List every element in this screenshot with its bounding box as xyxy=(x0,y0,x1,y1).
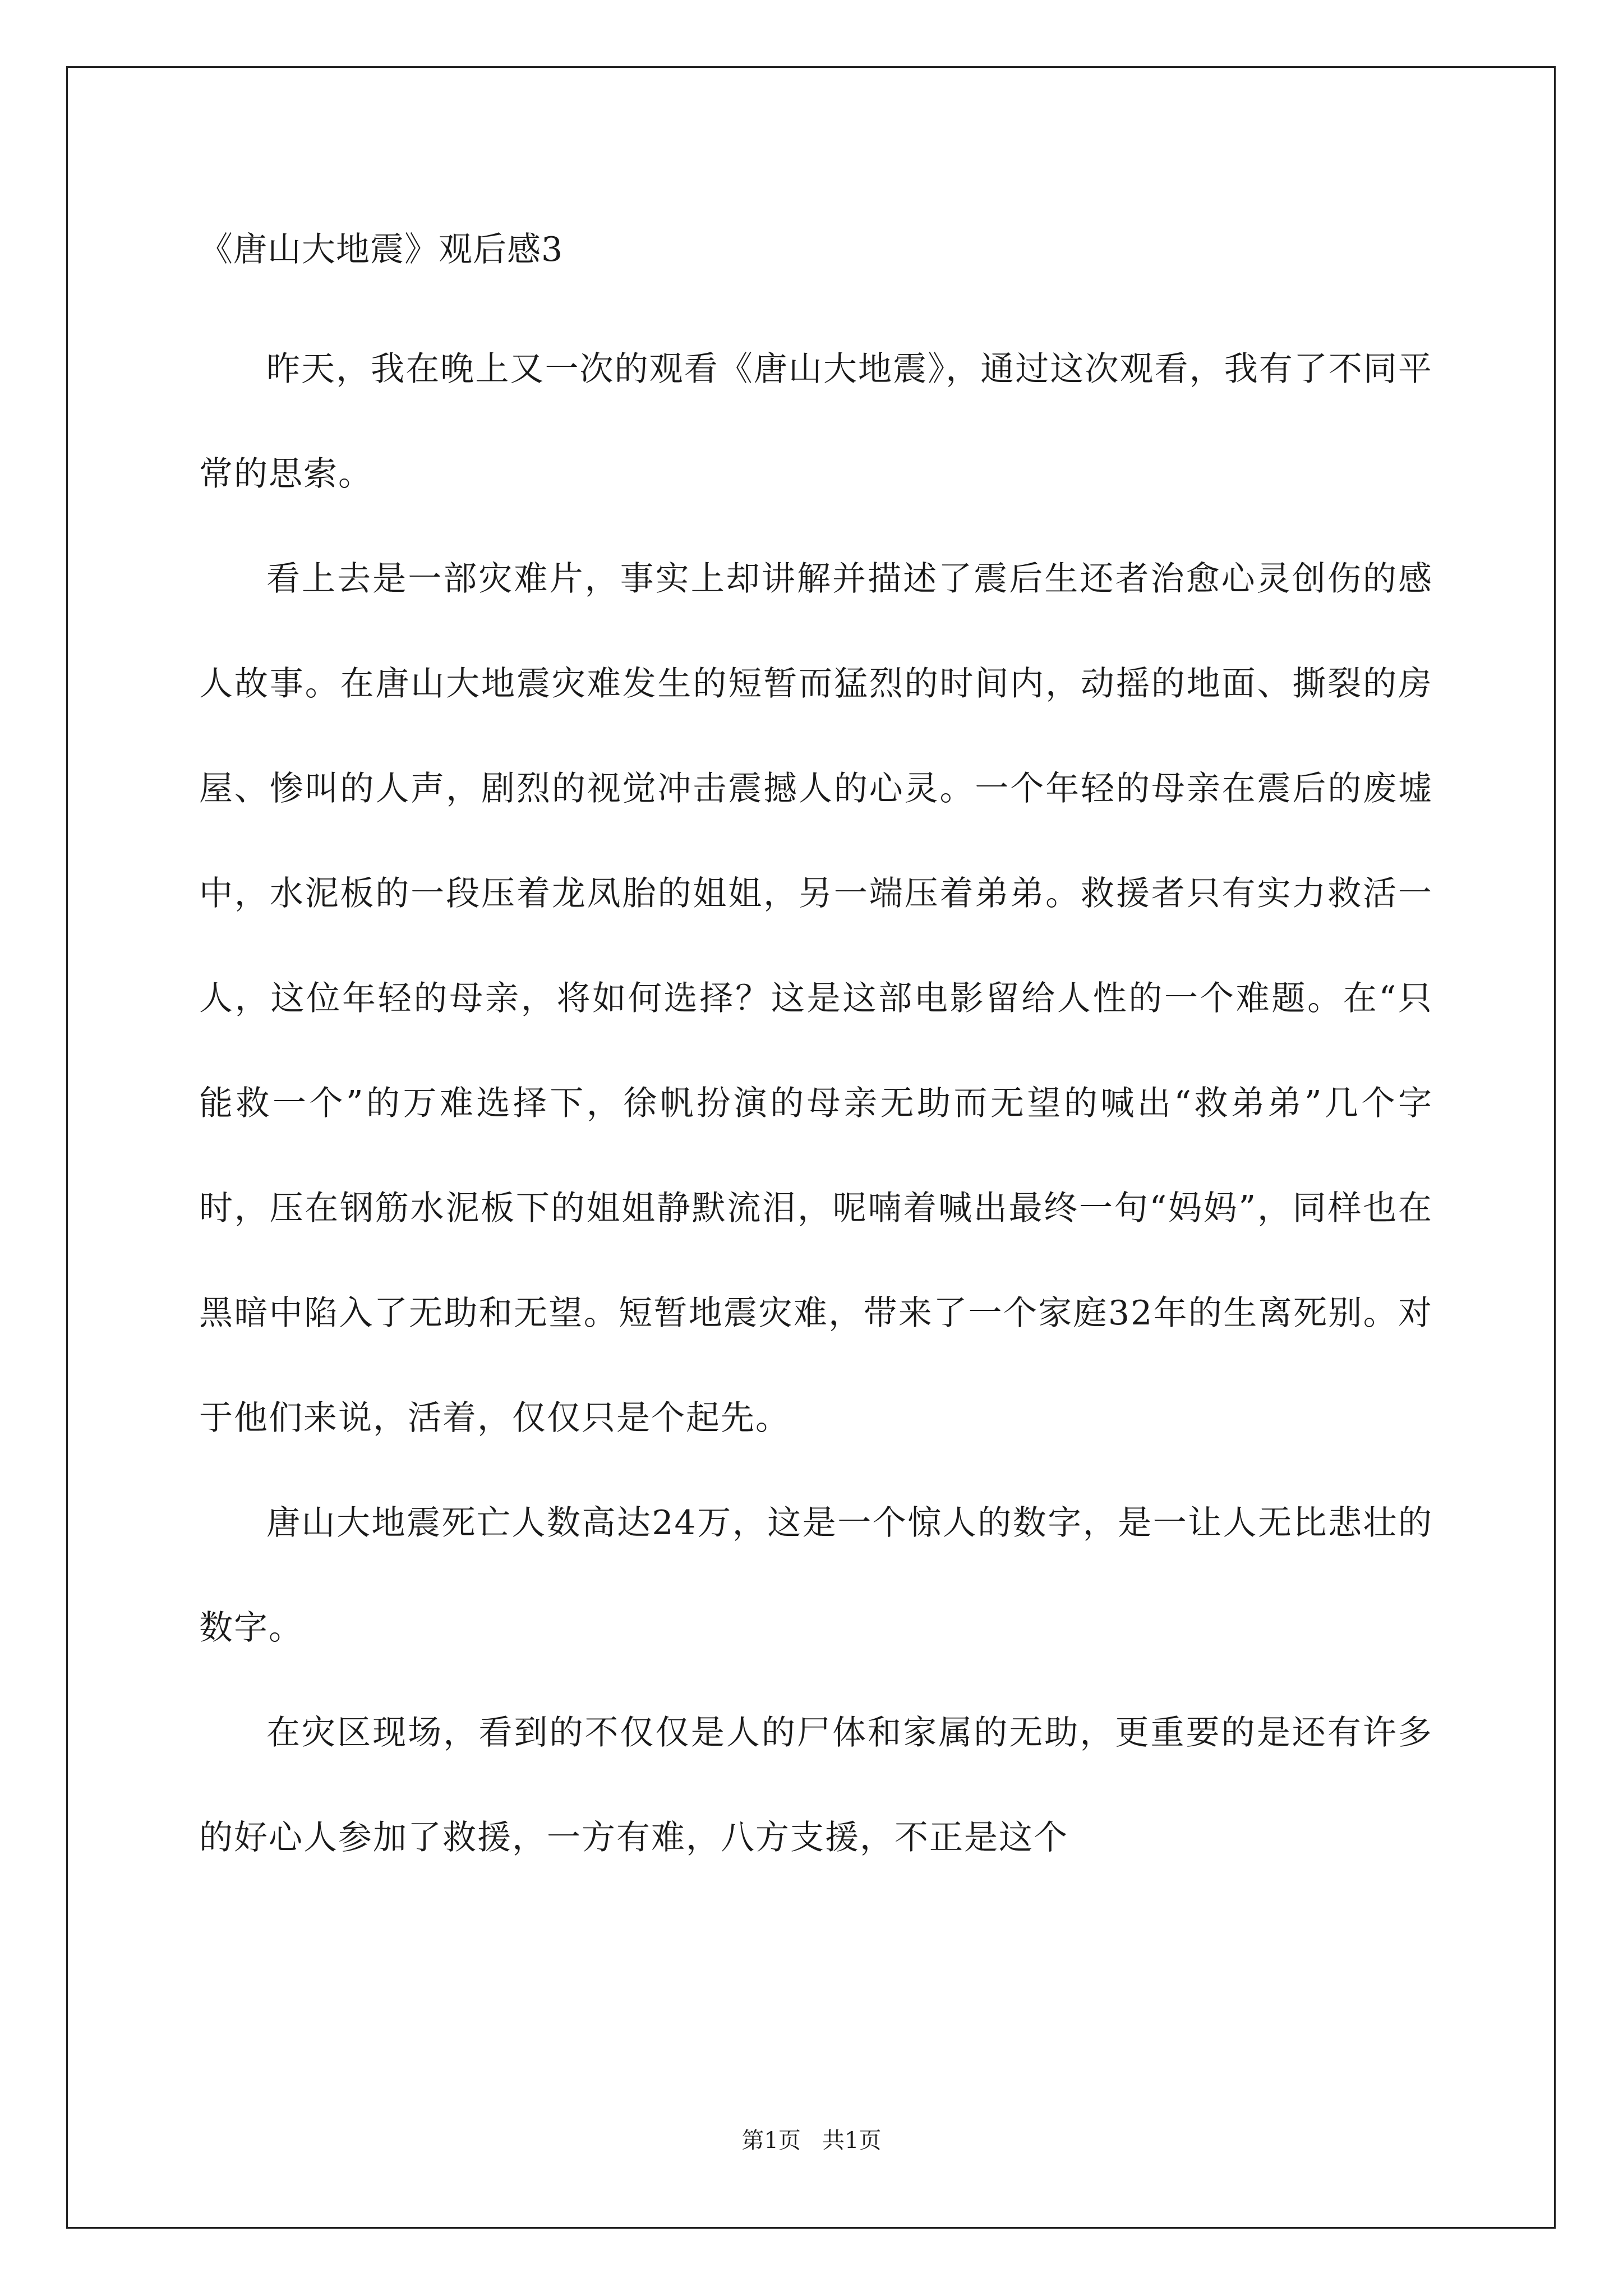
paragraph: 唐山大地震死亡人数高达24万，这是一个惊人的数字，是一让人无比悲壮的数字。 xyxy=(199,1503,1433,1648)
paragraph: 昨天，我在晚上又一次的观看《唐山大地震》，通过这次观看，我有了不同平常的思索。 xyxy=(199,349,1433,494)
page-number-footer: 第1页 共1页 xyxy=(741,2128,882,2154)
document-title: 《唐山大地震》观后感3 xyxy=(199,230,564,269)
paragraph: 在灾区现场，看到的不仅仅是人的尸体和家属的无助，更重要的是还有许多的好心人参加了救援，一方有难，八方支援，不正是这个 xyxy=(199,1713,1433,1857)
document-body xyxy=(199,317,1433,1890)
paragraph: 看上去是一部灾难片，事实上却讲解并描述了震后生还者治愈心灵创伤的感人故事。在唐山大地震灾难发生的短暂而猛烈的时间内，动摇的地面、撕裂的房屋、惨叫的人声，剧烈的视觉冲击震撼人的心灵。一个年轻的母亲在震后的废墟中，水泥板的一段压着龙凤胎的姐姐，另一端压着弟弟。救援者只有实力救活一人，这位年轻的母亲，将如何选择？这是这部电影留给人性的一个难题。在“只能救一个”的万难选择下，徐帆扮演的母亲无助而无望的喊出“救弟弟”几个字时，压在钢筋水泥板下的姐姐静默流泪，呢喃着喊出最终一句“妈妈”，同样也在黑暗中陷入了无助和无望。短暂地震灾难，带来了一个家庭32年的生离死别。对于他们来说，活着，仅仅只是个起先。 xyxy=(199,559,1433,1438)
